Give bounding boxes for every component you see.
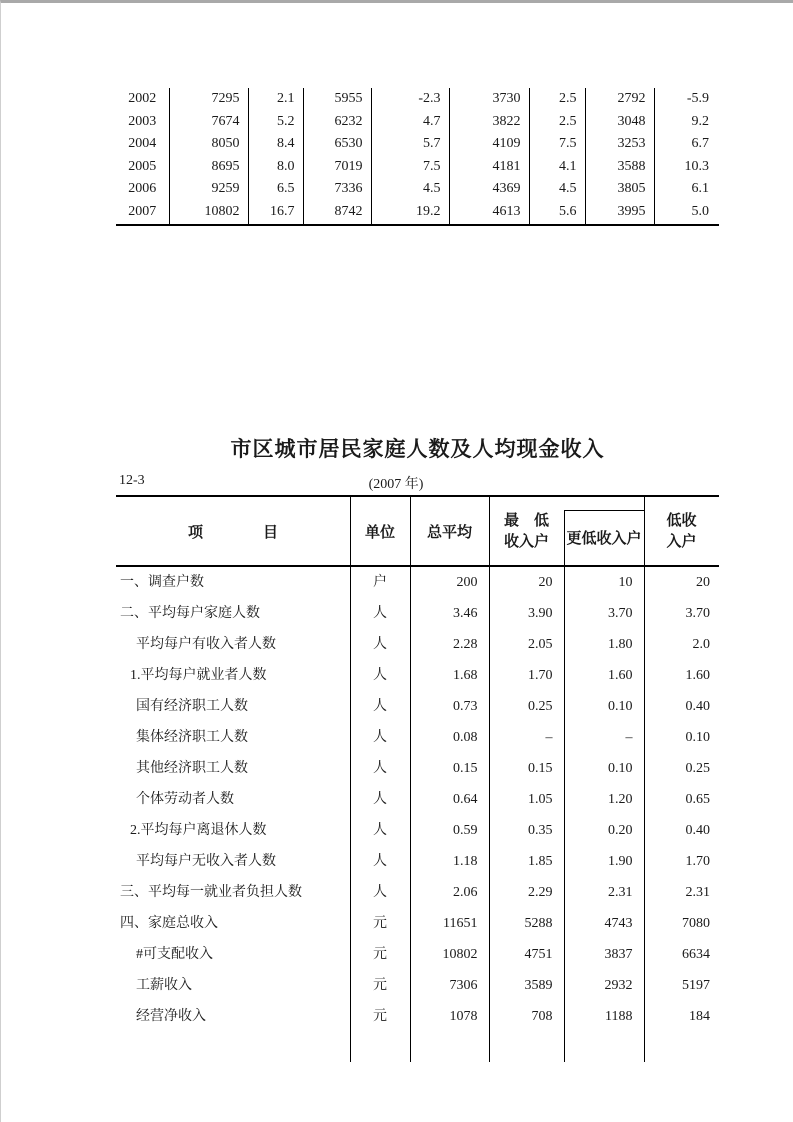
value-cell: 4181 — [449, 156, 529, 179]
table-row — [116, 784, 719, 815]
item-cell: 三、平均每一就业者负担人数 — [116, 877, 350, 908]
low-income-value-cell: 5197 — [682, 978, 710, 993]
lowest-income-value-cell: 1.85 — [489, 846, 564, 877]
year-cell: 2006 — [116, 178, 169, 201]
value-cell: 4109 — [449, 133, 529, 156]
value-cell: -5.9 — [686, 91, 709, 106]
lowest-income-value-cell: – — [489, 722, 564, 753]
unit-cell: 户 — [350, 567, 410, 598]
even-lower-income-value-cell: 0.10 — [564, 753, 644, 784]
even-lower-income-value-cell: 2932 — [564, 970, 644, 1001]
value-cell: 6.1 — [691, 181, 709, 197]
table-row — [116, 722, 719, 753]
col-header-low-income: 低收 入户 — [666, 512, 697, 550]
item-cell: 平均每户有收入者人数 — [116, 629, 350, 660]
low-income-value-cell: 1.70 — [685, 854, 710, 869]
low-income-value-cell: 7080 — [682, 916, 710, 931]
value-cell: 2792 — [585, 88, 654, 111]
value-cell: 4613 — [449, 201, 529, 224]
table-number: 12-3 — [119, 473, 145, 488]
even-lower-income-value-cell: 10 — [564, 567, 644, 598]
value-cell: 3048 — [585, 111, 654, 134]
low-income-value-cell: 0.40 — [685, 699, 710, 714]
average-value-cell: 1.18 — [410, 846, 489, 877]
table-row — [116, 846, 719, 877]
low-income-value-cell: 1.60 — [685, 668, 710, 683]
unit-cell: 元 — [350, 908, 410, 939]
average-value-cell: 0.59 — [410, 815, 489, 846]
unit-cell: 人 — [350, 815, 410, 846]
unit-cell: 元 — [350, 939, 410, 970]
lowest-income-value-cell: 2.29 — [489, 877, 564, 908]
table-row — [116, 133, 719, 156]
item-cell: 其他经济职工人数 — [116, 753, 350, 784]
value-cell: 8742 — [303, 201, 371, 224]
value-cell: 5.0 — [691, 203, 709, 219]
value-cell: 6232 — [303, 111, 371, 134]
value-cell: 8.0 — [248, 156, 303, 179]
value-cell: 10.3 — [684, 158, 709, 174]
table-row — [116, 660, 719, 691]
unit-cell: 人 — [350, 722, 410, 753]
low-income-value-cell: 2.0 — [692, 637, 710, 652]
unit-cell: 人 — [350, 660, 410, 691]
value-cell: 5955 — [303, 88, 371, 111]
low-income-value-cell: 0.65 — [685, 792, 710, 807]
average-value-cell: 7306 — [410, 970, 489, 1001]
average-value-cell: 3.46 — [410, 598, 489, 629]
continued-yearly-table — [116, 88, 719, 226]
average-value-cell: 1078 — [410, 1001, 489, 1032]
low-income-value-cell: 0.25 — [685, 761, 710, 776]
average-value-cell: 0.08 — [410, 722, 489, 753]
value-cell: 5.6 — [529, 201, 585, 224]
value-cell: 9.2 — [691, 113, 709, 129]
value-cell: 2.5 — [529, 111, 585, 134]
low-income-value-cell: 2.31 — [685, 885, 710, 900]
table-row — [116, 1001, 719, 1032]
even-lower-income-value-cell: 3837 — [564, 939, 644, 970]
household-income-table — [116, 495, 719, 1062]
value-cell: 2.1 — [248, 88, 303, 111]
value-cell: 6.5 — [248, 178, 303, 201]
lowest-income-value-cell: 3.90 — [489, 598, 564, 629]
value-cell: 5.7 — [371, 133, 449, 156]
low-income-value-cell: 3.70 — [685, 606, 710, 621]
even-lower-income-value-cell: 1.80 — [564, 629, 644, 660]
col-header-even-lower-income: 更低收入户 — [566, 530, 642, 547]
even-lower-income-value-cell: – — [564, 722, 644, 753]
unit-cell: 人 — [350, 877, 410, 908]
table-row — [116, 156, 719, 179]
item-cell: 集体经济职工人数 — [116, 722, 350, 753]
average-value-cell: 10802 — [410, 939, 489, 970]
average-value-cell: 2.06 — [410, 877, 489, 908]
even-lower-income-value-cell: 0.10 — [564, 691, 644, 722]
lowest-income-value-cell: 0.15 — [489, 753, 564, 784]
lowest-income-value-cell: 3589 — [489, 970, 564, 1001]
table-row — [116, 178, 719, 201]
even-lower-income-value-cell: 0.20 — [564, 815, 644, 846]
page-cut-partial-row — [116, 1032, 719, 1062]
table-year-note: (2007 年) — [368, 477, 424, 492]
item-cell: 二、平均每户家庭人数 — [116, 598, 350, 629]
value-cell: 6.7 — [691, 136, 709, 152]
unit-cell: 元 — [350, 1001, 410, 1032]
table-row — [116, 691, 719, 722]
even-lower-income-value-cell: 2.31 — [564, 877, 644, 908]
low-income-value-cell: 6634 — [682, 947, 710, 962]
table-row — [116, 753, 719, 784]
year-cell: 2005 — [116, 156, 169, 179]
col-header-average: 总平均 — [426, 523, 472, 541]
item-cell: 2.平均每户离退休人数 — [116, 815, 350, 846]
value-cell: 3822 — [449, 111, 529, 134]
year-cell: 2002 — [116, 88, 169, 111]
value-cell: 4.7 — [371, 111, 449, 134]
low-income-value-cell: 0.40 — [685, 823, 710, 838]
table-row — [116, 908, 719, 939]
average-value-cell: 0.64 — [410, 784, 489, 815]
value-cell: 7295 — [169, 88, 248, 111]
unit-cell: 人 — [350, 629, 410, 660]
value-cell: 3995 — [585, 201, 654, 224]
table-row — [116, 970, 719, 1001]
average-value-cell: 0.15 — [410, 753, 489, 784]
table-meta-row — [116, 473, 719, 491]
unit-cell: 人 — [350, 691, 410, 722]
average-value-cell: 11651 — [410, 908, 489, 939]
value-cell: 8.4 — [248, 133, 303, 156]
lowest-income-value-cell: 20 — [489, 567, 564, 598]
col-header-item: 项 目 — [187, 523, 278, 541]
value-cell: 3253 — [585, 133, 654, 156]
table-title: 市区城市居民家庭人数及人均现金收入 — [230, 438, 605, 461]
yearly-data-table — [116, 88, 719, 224]
item-cell: 国有经济职工人数 — [116, 691, 350, 722]
item-cell: 经营净收入 — [116, 1001, 350, 1032]
value-cell: 7336 — [303, 178, 371, 201]
table-row — [116, 567, 719, 598]
table-row — [116, 88, 719, 111]
average-value-cell: 0.73 — [410, 691, 489, 722]
value-cell: 4.5 — [371, 178, 449, 201]
table-row — [116, 598, 719, 629]
value-cell: 19.2 — [371, 201, 449, 224]
table-row — [116, 815, 719, 846]
value-cell: 7674 — [169, 111, 248, 134]
value-cell: 5.2 — [248, 111, 303, 134]
lowest-income-value-cell: 5288 — [489, 908, 564, 939]
year-cell: 2003 — [116, 111, 169, 134]
value-cell: 6530 — [303, 133, 371, 156]
table-header — [116, 495, 719, 567]
average-value-cell: 1.68 — [410, 660, 489, 691]
unit-cell: 元 — [350, 970, 410, 1001]
average-value-cell: 200 — [410, 567, 489, 598]
value-cell: 10802 — [169, 201, 248, 224]
table-body — [116, 567, 719, 1062]
item-cell: 工薪收入 — [116, 970, 350, 1001]
even-lower-income-value-cell: 4743 — [564, 908, 644, 939]
table-row — [116, 939, 719, 970]
even-lower-income-value-cell: 1.20 — [564, 784, 644, 815]
table-row — [116, 877, 719, 908]
table-row — [116, 111, 719, 134]
even-lower-income-value-cell: 1.60 — [564, 660, 644, 691]
lowest-income-value-cell: 0.25 — [489, 691, 564, 722]
item-cell: 平均每户无收入者人数 — [116, 846, 350, 877]
col-header-lowest-income: 最 低 收入户 — [503, 512, 549, 550]
lowest-income-value-cell: 4751 — [489, 939, 564, 970]
value-cell: 8695 — [169, 156, 248, 179]
value-cell: 8050 — [169, 133, 248, 156]
value-cell: -2.3 — [371, 88, 449, 111]
value-cell: 7019 — [303, 156, 371, 179]
value-cell: 7.5 — [371, 156, 449, 179]
value-cell: 3730 — [449, 88, 529, 111]
item-cell: 1.平均每户就业者人数 — [116, 660, 350, 691]
year-cell: 2004 — [116, 133, 169, 156]
lowest-income-value-cell: 1.05 — [489, 784, 564, 815]
value-cell: 2.5 — [529, 88, 585, 111]
unit-cell: 人 — [350, 598, 410, 629]
value-cell: 3805 — [585, 178, 654, 201]
item-cell: #可支配收入 — [116, 939, 350, 970]
value-cell: 9259 — [169, 178, 248, 201]
lowest-income-value-cell: 0.35 — [489, 815, 564, 846]
even-lower-income-value-cell: 1.90 — [564, 846, 644, 877]
item-cell: 个体劳动者人数 — [116, 784, 350, 815]
lowest-income-value-cell: 2.05 — [489, 629, 564, 660]
value-cell: 4.5 — [529, 178, 585, 201]
low-income-value-cell: 0.10 — [685, 730, 710, 745]
value-cell: 7.5 — [529, 133, 585, 156]
low-income-value-cell: 184 — [689, 1009, 710, 1024]
value-cell: 3588 — [585, 156, 654, 179]
lowest-income-value-cell: 1.70 — [489, 660, 564, 691]
item-cell: 一、调查户数 — [116, 567, 350, 598]
value-cell: 4.1 — [529, 156, 585, 179]
even-lower-income-value-cell: 1188 — [564, 1001, 644, 1032]
unit-cell: 人 — [350, 784, 410, 815]
unit-cell: 人 — [350, 846, 410, 877]
item-cell: 四、家庭总收入 — [116, 908, 350, 939]
value-cell: 16.7 — [248, 201, 303, 224]
col-header-unit: 单位 — [364, 523, 395, 541]
unit-cell: 人 — [350, 753, 410, 784]
low-income-value-cell: 20 — [696, 575, 710, 590]
year-cell: 2007 — [116, 201, 169, 224]
average-value-cell: 2.28 — [410, 629, 489, 660]
lowest-income-value-cell: 708 — [489, 1001, 564, 1032]
value-cell: 4369 — [449, 178, 529, 201]
table-row — [116, 629, 719, 660]
table-row — [116, 201, 719, 224]
even-lower-income-value-cell: 3.70 — [564, 598, 644, 629]
